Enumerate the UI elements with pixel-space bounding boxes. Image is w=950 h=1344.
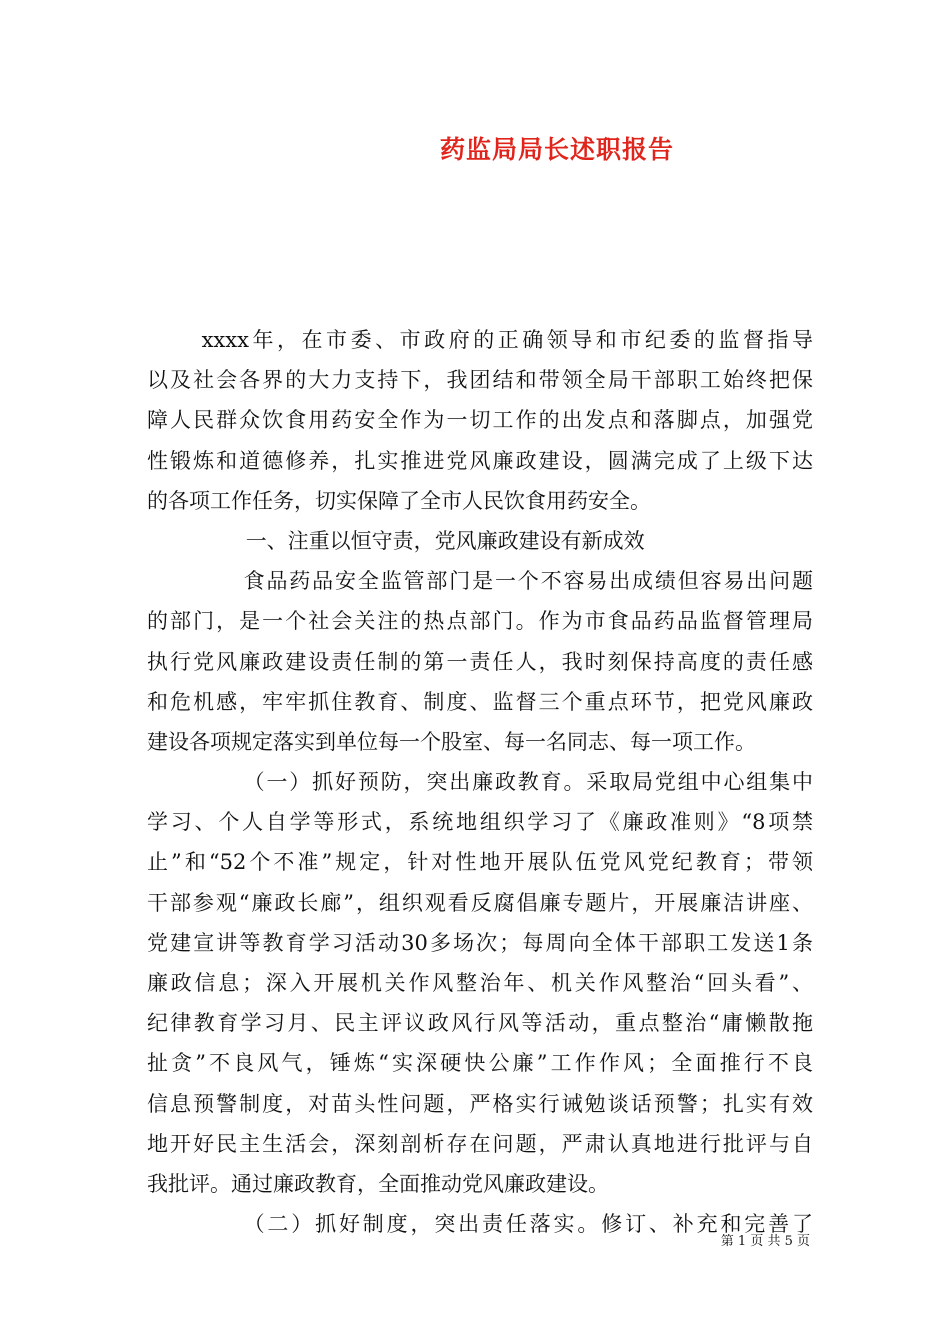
document-title: 药监局局长述职报告: [439, 135, 674, 164]
body-line: 党建宣讲等教育学习活动30多场次；每周向全体干部职工发送1条: [147, 930, 813, 955]
body-line: 执行党风廉政建设责任制的第一责任人，我时刻保持高度的责任感: [147, 649, 813, 674]
body-line: 廉政信息；深入开展机关作风整治年、机关作风整治“回头看”、: [147, 971, 813, 995]
body-line: 障人民群众饮食用药安全作为一切工作的出发点和落脚点，加强党: [147, 408, 813, 433]
body-line: 的各项工作任务，切实保障了全市人民饮食用药安全。: [147, 488, 651, 513]
body-line: 学习、个人自学等形式，系统地组织学习了《廉政准则》“8项禁: [147, 810, 813, 835]
body-line: （一）抓好预防，突出廉政教育。采取局党组中心组集中: [243, 770, 813, 795]
page-number-footer: 第 1 页 共 5 页: [720, 1234, 810, 1249]
body-line: xxxx年，在市委、市政府的正确领导和市纪委的监督指导: [201, 328, 813, 352]
body-line: 建设各项规定落实到单位每一个股室、每一名同志、每一项工作。: [147, 729, 756, 754]
body-line: 食品药品安全监管部门是一个不容易出成绩但容易出问题: [243, 569, 813, 594]
body-line: 性锻炼和道德修养，扎实推进党风廉政建设，圆满完成了上级下达: [147, 448, 813, 473]
body-line: 信息预警制度，对苗头性问题，严格实行诫勉谈话预警；扎实有效: [147, 1091, 813, 1116]
body-line: 一、注重以恒守责，党风廉政建设有新成效: [245, 528, 645, 553]
body-line: 扯贪”不良风气，锤炼“实深硬快公廉”工作作风；全面推行不良: [147, 1051, 813, 1076]
body-line: 的部门，是一个社会关注的热点部门。作为市食品药品监督管理局: [147, 609, 813, 634]
body-line: 地开好民主生活会，深刻剖析存在问题，严肃认真地进行批评与自: [147, 1131, 813, 1156]
body-line: 以及社会各界的大力支持下，我团结和带领全局干部职工始终把保: [147, 368, 813, 393]
document-body: [147, 320, 813, 1244]
body-line: 纪律教育学习月、民主评议政风行风等活动，重点整治“庸懒散拖: [147, 1011, 813, 1036]
body-line: 止”和“52个不准”规定，针对性地开展队伍党风党纪教育；带领: [147, 850, 813, 875]
body-line: 和危机感，牢牢抓住教育、制度、监督三个重点环节，把党风廉政: [147, 689, 813, 714]
body-line: 干部参观“廉政长廊”，组织观看反腐倡廉专题片，开展廉洁讲座、: [147, 890, 813, 915]
body-line: （二）抓好制度，突出责任落实。修订、补充和完善了: [243, 1212, 813, 1237]
body-line: 我批评。通过廉政教育，全面推动党风廉政建设。: [147, 1171, 609, 1196]
